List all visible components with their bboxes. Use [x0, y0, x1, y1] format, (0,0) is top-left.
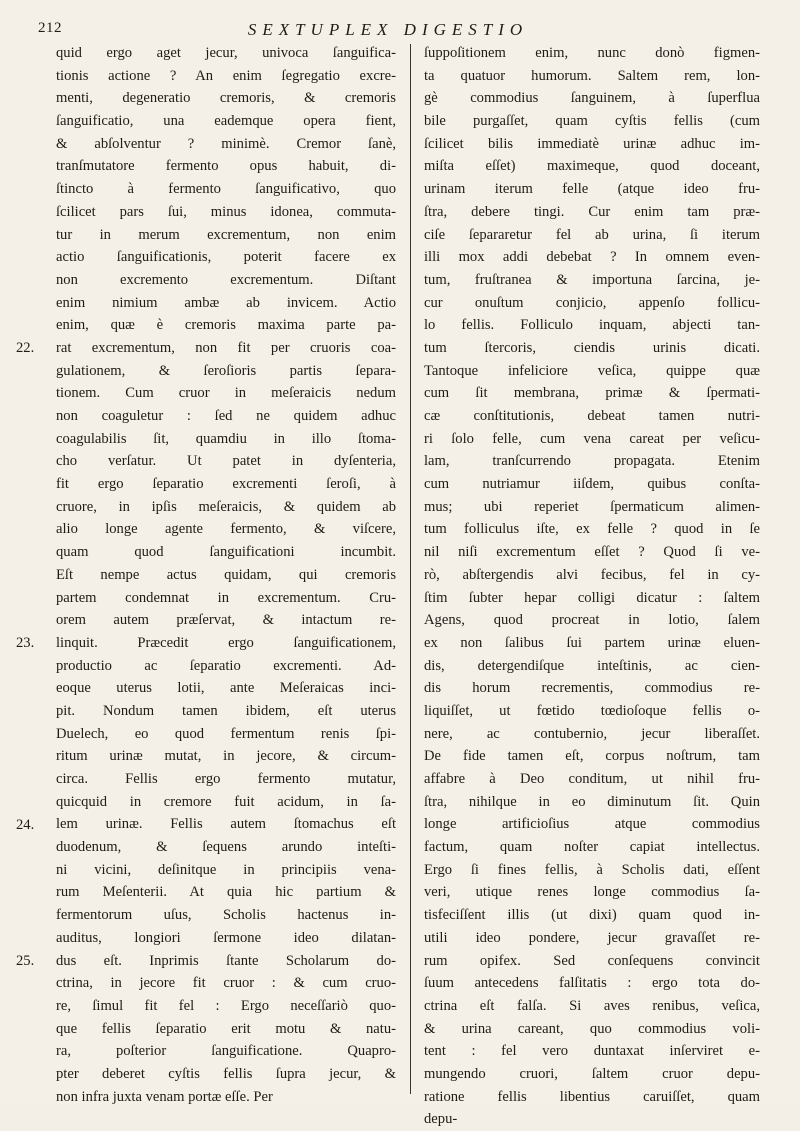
text-line: ratione fellis libentius caruiſſet, quam — [424, 1088, 760, 1105]
page-number: 212 — [38, 20, 62, 36]
text-line: fermentorum uſus, Scholis hactenus in- — [56, 907, 396, 924]
text-line: menti, degeneratio cremoris, & cremoris — [56, 90, 396, 107]
paragraph-number: 24. — [16, 816, 35, 833]
text-line: & abſolventur ? minimè. Cremor ſanè, — [56, 135, 396, 152]
text-line: tranſmutatore fermento opus habuit, di- — [56, 158, 396, 175]
text-line: ſtra, debere tingi. Cur enim tam præ- — [424, 203, 760, 220]
text-line: depu- — [424, 1111, 458, 1128]
text-line: Tantoque infeliciore veſica, quippe quæ — [424, 362, 760, 379]
text-line: cho verſatur. Ut patet in dyſenteria, — [56, 453, 396, 470]
text-line: dis, detergendiſque inteſtinis, ac cien- — [424, 657, 760, 674]
text-line: Eſt nempe actus quidam, qui cremoris — [56, 566, 396, 583]
paragraph-number: 22. — [16, 340, 35, 357]
paragraph-number: 25. — [16, 953, 35, 969]
text-line: nil niſi excrementum eſſet ? Quod ſi ve- — [424, 544, 760, 561]
text-line: liquiſſet, ut fœtido tœdioſoque fellis o- — [424, 702, 760, 719]
text-line: ri ſolo felle, cum vena careat per veſicu- — [424, 430, 760, 447]
text-line: ni vicini, deſinitque in principiis vena- — [56, 861, 396, 878]
text-line: auditus, longiori ſermone ideo dilatan- — [56, 929, 396, 946]
text-line: Ergo ſi fines fellis, à Scholis dati, eſſent — [424, 861, 760, 878]
text-line: mus; ubi reperiet ſpermaticum alimen- — [424, 498, 760, 515]
column-divider — [410, 44, 411, 1094]
text-line: lo fellis. Folliculo inquam, abjecti tan- — [424, 317, 760, 334]
text-line: tisfeciſſent illis (ut dixi) quam quod in- — [424, 907, 760, 924]
paragraph-number: 23. — [16, 635, 35, 652]
text-line: cum ſit membrana, primæ & ſpermati- — [424, 385, 760, 402]
text-line: ctrina eſt falſa. Si aves renibus, veſica, — [424, 997, 760, 1014]
text-line: linquit. Præcedit ergo ſanguificationem, — [56, 634, 396, 651]
text-line: quicquid in cremore fuit acidum, in ſa- — [56, 793, 396, 810]
text-line: pter deberet cyſtis fellis ſupra jecur, & — [56, 1065, 396, 1082]
text-line: circa. Fellis ergo fermento mutatur, — [56, 771, 396, 787]
text-line: pit. Nondum tamen ibidem, eſt uterus — [56, 702, 396, 719]
text-line: enim, quæ è cremoris maxima parte pa- — [56, 317, 396, 334]
text-line: lam, tranſcurrendo propagata. Etenim — [424, 453, 760, 470]
text-line: ctrina, in jecore fit cruor : & cum cruo- — [56, 975, 396, 992]
text-line: non excremento excrementum. Diſtant — [56, 271, 396, 288]
text-line: affabre à Deo conditum, ut nihil fru- — [424, 771, 760, 787]
text-line: miſta eſſet) maximeque, quod doceant, — [424, 158, 760, 175]
text-line: coagulabilis ſit, quamdiu in illo ſtoma- — [56, 430, 396, 447]
text-line: illi mox addi debebat ? In omnem even- — [424, 249, 760, 266]
text-line: dis horum recrementis, commodius re- — [424, 680, 760, 697]
text-line: non coaguletur : ſed ne quidem adhuc — [56, 408, 396, 424]
text-line: fit ergo ſeparatio excrementi ſeroſi, à — [56, 476, 396, 493]
text-line: eoque uterus lotii, ante Meſeraicas inci- — [56, 680, 396, 697]
text-line: que fellis ſeparatio erit motu & natu- — [56, 1020, 396, 1037]
text-line: ciſe ſepararetur fel ab urina, ſi iterum — [424, 226, 760, 243]
text-line: lem urinæ. Fellis autem ſtomachus eſt — [56, 816, 396, 833]
text-line: bile purgaſſet, quam cyſtis fellis (cum — [424, 113, 760, 130]
text-line: cruore, in ipſis meſeraicis, & quidem ab — [56, 498, 396, 515]
text-line: utili ideo pondere, jecur gravaſſet re- — [424, 929, 760, 946]
text-line: non infra juxta venam portæ eſſe. Per — [56, 1088, 273, 1105]
left-text-column — [56, 42, 396, 1108]
text-line: & urina careant, quo commodius voli- — [424, 1020, 760, 1037]
text-line: factum, quam noſter capiat intellectus. — [424, 839, 760, 856]
text-line: ta quatuor humorum. Saltem rem, lon- — [424, 67, 760, 84]
text-line: Duelech, eo quod fermentum renis ſpi- — [56, 725, 396, 742]
text-line: tum ſtercoris, ciendis urinis dicati. — [424, 339, 760, 356]
text-line: ſtra, nihilque in eo diminutum ſit. Quin — [424, 793, 760, 810]
text-line: Agens, quod procreat in lotio, ſalem — [424, 612, 760, 629]
text-line: rat excrementum, non fit per cruoris coa- — [56, 339, 396, 356]
text-line: De fide tamen eſt, corpus noſtrum, tam — [424, 748, 760, 765]
text-line: ritum urinæ mutat, in jecore, & circum- — [56, 748, 396, 765]
text-line: tur in merum excrementum, non enim — [56, 226, 396, 243]
text-line: ex non ſalibus ſui partem urinæ eluen- — [424, 634, 760, 651]
text-line: tum, fruſtranea & importuna ſarcina, je- — [424, 271, 760, 288]
text-line: tum folliculus iſte, ex felle ? quod in ſe — [424, 521, 760, 538]
text-line: tionem. Cum cruor in meſeraicis nedum — [56, 385, 396, 402]
page-header — [38, 20, 738, 44]
text-line: nere, ac contubernio, jecur liberaſſet. — [424, 725, 760, 742]
text-line: longe artificioſius atque commodius — [424, 816, 760, 833]
text-line: quid ergo aget jecur, univoca ſanguifica- — [56, 45, 396, 61]
text-line: cæ conſtitutionis, debeat tamen nutri- — [424, 408, 760, 424]
text-line: cur onuſtum conjicio, appenſo follicu- — [424, 294, 760, 311]
text-line: dus eſt. Inprimis ſtante Scholarum do- — [56, 952, 396, 969]
text-line: ſcilicet pars ſui, minus idonea, commuta- — [56, 203, 396, 220]
text-line: orem autem præſervat, & intactum re- — [56, 612, 396, 629]
text-line: duodenum, & ſequens arundo inteſti- — [56, 839, 396, 856]
text-line: ſuum antecedens falſitatis : ergo tota do- — [424, 975, 760, 992]
right-text-column — [424, 42, 760, 1131]
text-line: quam quod ſanguificationi incumbit. — [56, 544, 396, 561]
text-line: re, ſimul fit fel : Ergo neceſſariò quo- — [56, 997, 396, 1014]
running-title: SEXTUPLEX DIGESTIO — [247, 20, 529, 39]
text-line: tent : fel vero duntaxat inſerviret e- — [424, 1043, 760, 1060]
text-line: ſtincto à fermento ſanguificativo, quo — [56, 181, 396, 198]
text-line: alio longe agente fermento, & viſcere, — [56, 521, 396, 538]
text-line: veri, utique renes longe commodius ſa- — [424, 884, 760, 901]
text-line: ſanguificatio, una eademque opera fient, — [56, 113, 396, 130]
text-line: ſcilicet bilis immediatè urinæ adhuc im- — [424, 135, 760, 152]
text-line: partem condemnat in excrementum. Cru- — [56, 589, 396, 606]
text-line: tionis actione ? An enim ſegregatio excre- — [56, 67, 396, 84]
text-line: enim nimium ambæ ab invicem. Actio — [56, 294, 396, 311]
text-line: ſtim ſubter hepar colligi dicatur : ſaltem — [424, 589, 760, 606]
text-line: gè commodius ſanguinem, à ſuperflua — [424, 90, 760, 107]
text-line: cum nutriamur iiſdem, quibus conſta- — [424, 476, 760, 493]
text-line: rum opifex. Sed conſequens convincit — [424, 952, 760, 969]
text-line: actio ſanguificationis, poterit facere ex — [56, 249, 396, 266]
text-line: ra, poſterior ſanguificatione. Quapro- — [56, 1043, 396, 1060]
text-line: mungendo cruori, ſaltem cruor depu- — [424, 1065, 760, 1082]
text-line: rò, abſtergendis alvi fecibus, fel in cy- — [424, 566, 760, 583]
text-line: urinam iterum felle (atque ideo fru- — [424, 181, 760, 198]
text-line: rum Meſenterii. At quia hic partium & — [56, 884, 396, 901]
text-line: ſuppoſitionem enim, nunc donò figmen- — [424, 45, 760, 61]
text-line: gulationem, & ſeroſioris partis ſepara- — [56, 362, 396, 379]
text-line: productio ac ſeparatio excrementi. Ad- — [56, 657, 396, 674]
